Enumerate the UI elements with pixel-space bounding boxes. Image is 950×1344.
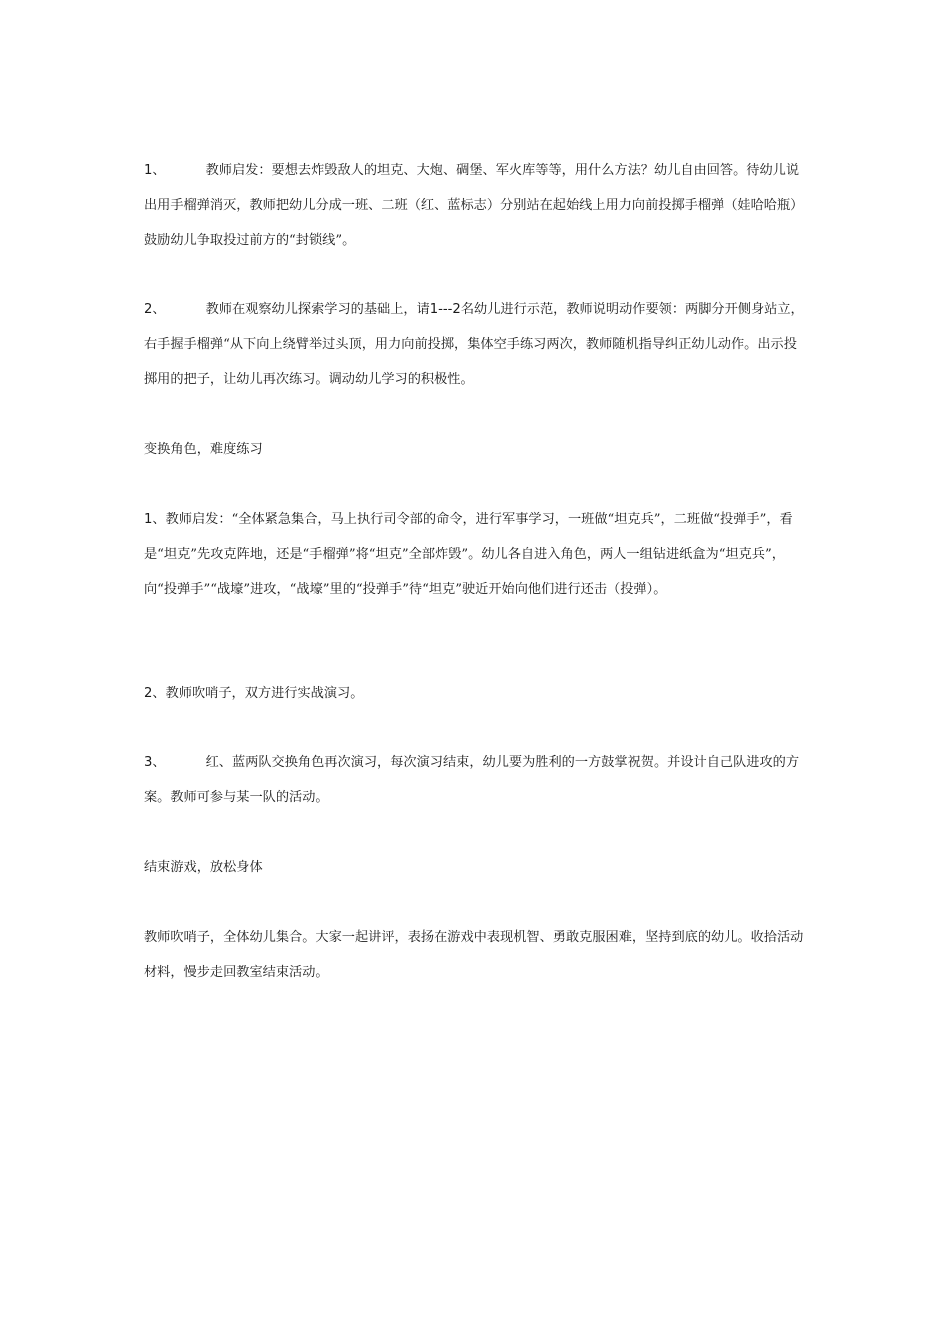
step-number: 3、: [144, 755, 166, 770]
paragraph-closing: [144, 920, 808, 990]
section-heading-role-switch: 变换角色，难度练习: [144, 442, 263, 457]
step-number: 1、: [144, 512, 166, 527]
paragraph-text: 教师吹哨子，双方进行实战演习。: [165, 686, 364, 701]
paragraph-step-2b: [144, 676, 808, 711]
paragraph-step-1b: [144, 502, 808, 607]
participant-count: 1---2: [429, 302, 461, 317]
paragraph-text: 教师启发：“全体紧急集合，马上执行司令部的命令，进行军事学习，一班做“坦克兵”，二班做“投弹手”，看是“坦克”先攻克阵地，还是“手榴弹”将“坦克”全部炸毁”。幼儿各自进入角色，两人一组钻进纸盒为“坦克兵”，向“投弹手”“战壕”进攻，“战壕”里的“投弹手”待“坦克”驶近开始向他们进行还击（投弹）。: [144, 512, 793, 597]
step-number: 2、: [144, 302, 166, 317]
section-heading-cooldown: 结束游戏，放松身体: [144, 860, 263, 875]
step-number: 1、: [144, 163, 166, 178]
step-number: 2、: [144, 686, 166, 701]
paragraph-text: 名幼儿进行示范，教师说明动作要领：两脚分开侧身站立，右手握手榴弹“从下向上绕臂举过头顶，用力向前投掷，集体空手练习两次，教师随机指导纠正幼儿动作。出示投掷用的把子，让幼儿再次练习。调动幼儿学习的积极性。: [144, 302, 804, 387]
paragraph-text: 教师启发：要想去炸毁敌人的坦克、大炮、碉堡、军火库等等，用什么方法？幼儿自由回答。待幼儿说出用手榴弹消灭，教师把幼儿分成一班、二班（红、蓝标志）分别站在起始线上用力向前投掷手榴弹（娃哈哈瓶）鼓励幼儿争取投过前方的“封锁线”。: [144, 163, 804, 248]
paragraph-text: 教师吹哨子，全体幼儿集合。大家一起讲评，表扬在游戏中表现机智、勇敢克服困难，坚持到底的幼儿。收拾活动材料，慢步走回教室结束活动。: [144, 930, 804, 980]
paragraph-step-1: [144, 153, 808, 258]
paragraph-text: 红、蓝两队交换角色再次演习，每次演习结束，幼儿要为胜利的一方鼓掌祝贺。并设计自己队进攻的方案。教师可参与某一队的活动。: [144, 755, 800, 805]
paragraph-text: 教师在观察幼儿探索学习的基础上，请: [205, 302, 430, 317]
paragraph-step-3: [144, 745, 808, 815]
paragraph-step-2: [144, 292, 808, 397]
